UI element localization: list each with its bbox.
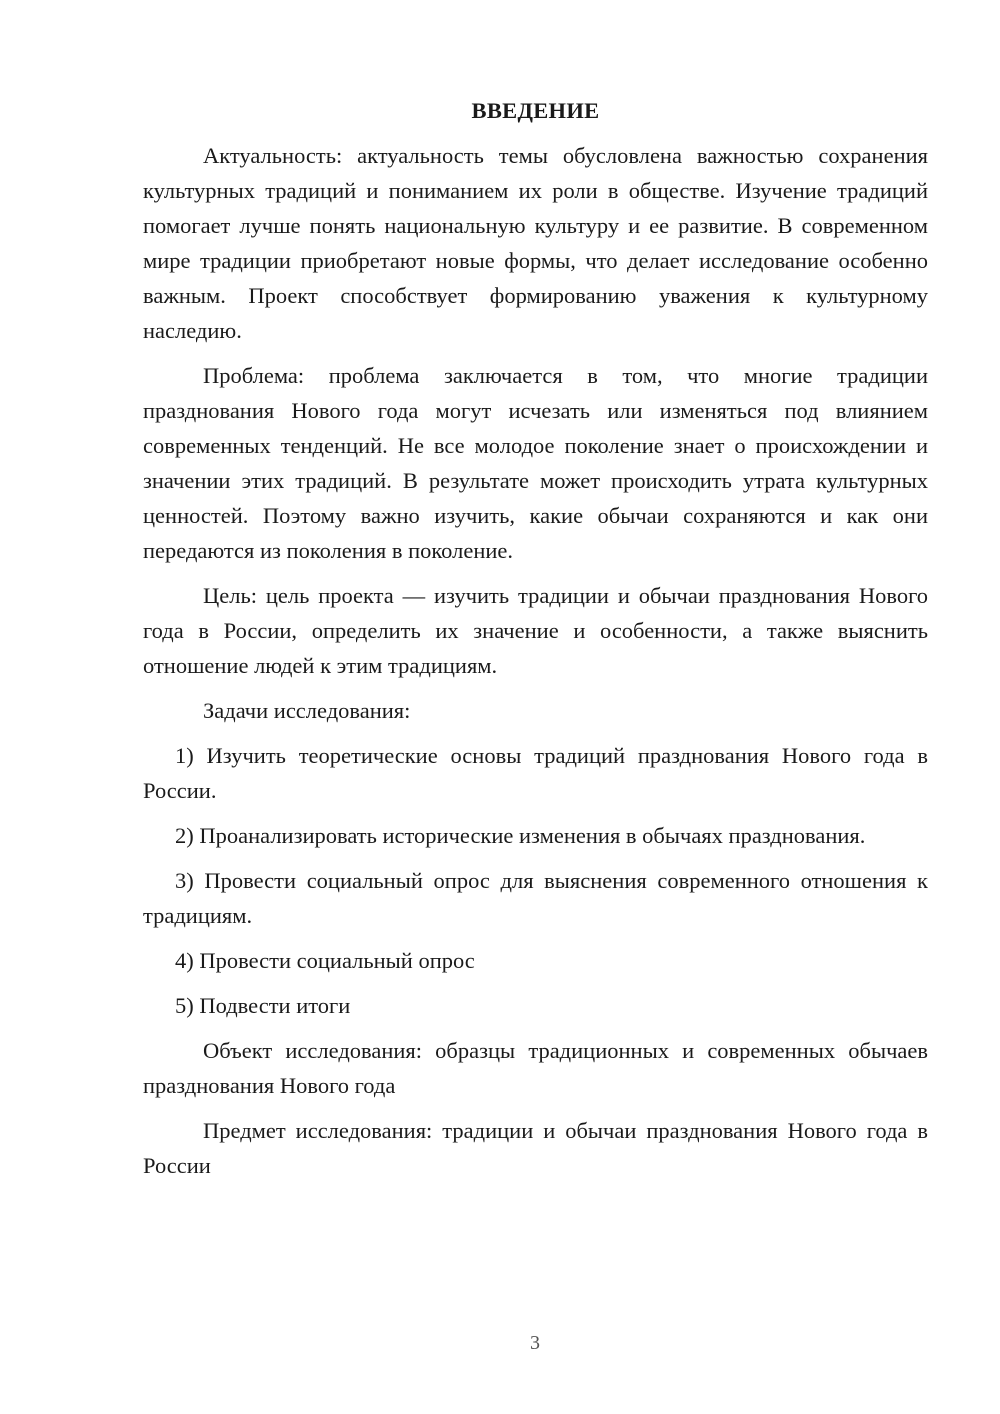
relevance-paragraph: Актуальность: актуальность темы обусловлена важностью сохранения культурных традиций и пониманием их роли в обществе. Изучение традиций помогает лучше понять национальную культуру и ее развитие. В современном мире традиции приобретают новые формы, что делает исследование особенно важным. Проект способствует формированию уважения к культурному наследию. bbox=[143, 143, 928, 343]
tasks-intro: Задачи исследования: bbox=[203, 698, 411, 723]
subject-paragraph: Предмет исследования: традиции и обычаи празднования Нового года в России bbox=[143, 1118, 928, 1178]
task-item-1: 1) Изучить теоретические основы традиций празднования Нового года в России. bbox=[143, 743, 928, 803]
section-heading: ВВЕДЕНИЕ bbox=[471, 98, 600, 123]
document-body bbox=[143, 93, 928, 1193]
task-item-4: 4) Провести социальный опрос bbox=[175, 948, 475, 973]
task-item-3: 3) Провести социальный опрос для выяснения современного отношения к традициям. bbox=[143, 868, 928, 928]
task-item-2: 2) Проанализировать исторические изменения в обычаях празднования. bbox=[175, 823, 866, 848]
page-number: 3 bbox=[530, 1332, 540, 1354]
task-item-5: 5) Подвести итоги bbox=[175, 993, 351, 1018]
goal-paragraph: Цель: цель проекта — изучить традиции и обычаи празднования Нового года в России, определить их значение и особенности, а также выяснить отношение людей к этим традициям. bbox=[143, 583, 928, 678]
problem-paragraph: Проблема: проблема заключается в том, что многие традиции празднования Нового года могут исчезать или изменяться под влиянием современных тенденций. Не все молодое поколение знает о происхождении и значении этих традиций. В результате может происходить утрата культурных ценностей. Поэтому важно изучить, какие обычаи сохраняются и как они передаются из поколения в поколение. bbox=[143, 363, 928, 563]
object-paragraph: Объект исследования: образцы традиционных и современных обычаев празднования Нового года bbox=[143, 1038, 928, 1098]
